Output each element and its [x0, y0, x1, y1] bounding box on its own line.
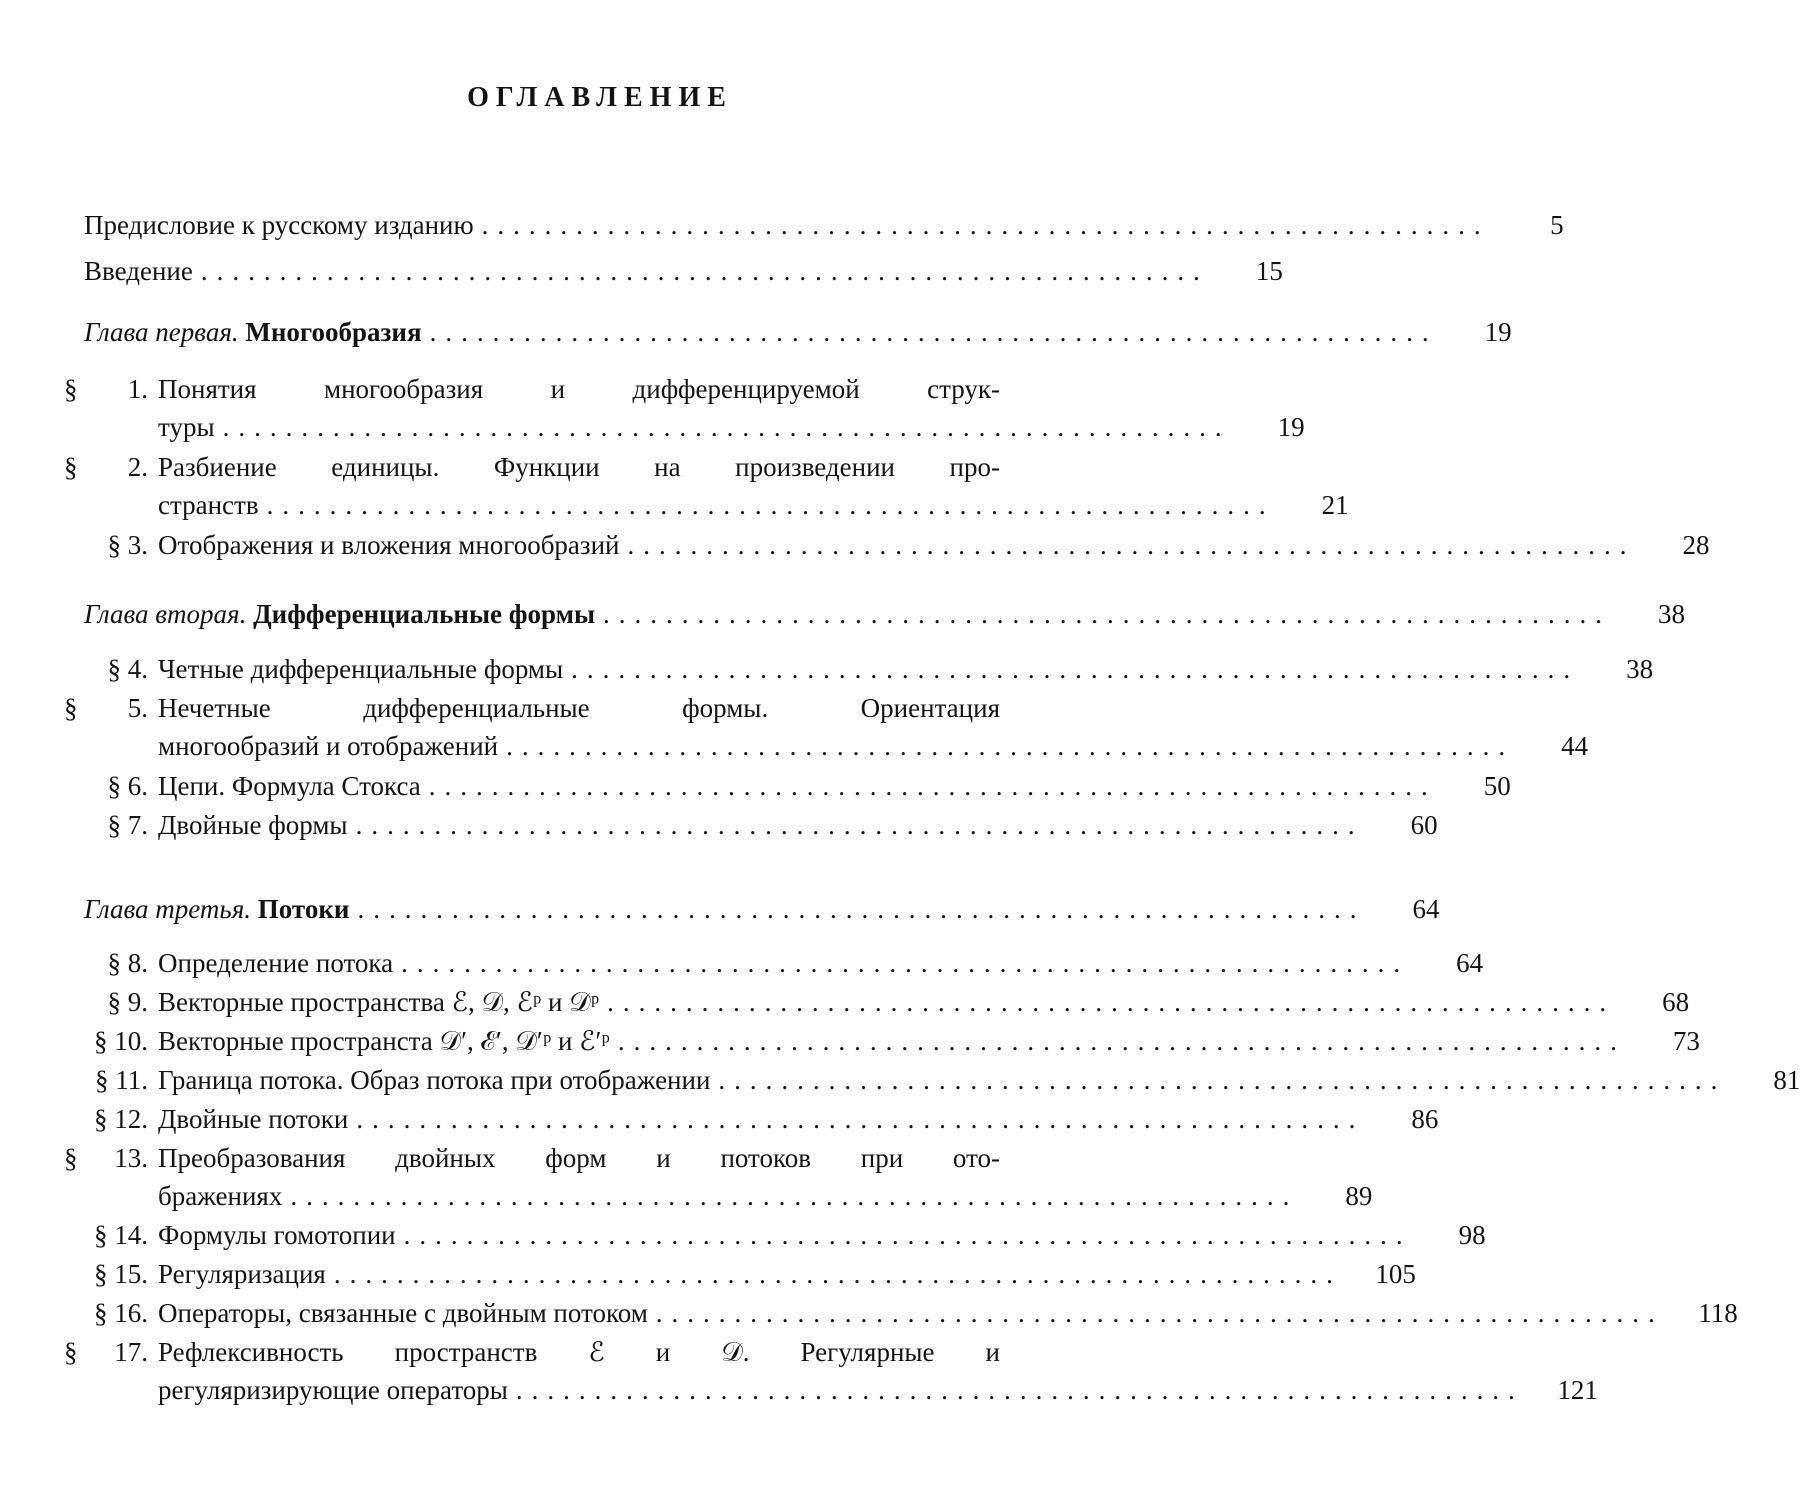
page-number: 121: [1557, 1375, 1598, 1405]
chapter-label: Глава вторая.: [84, 599, 247, 629]
chapter-name: Потоки: [257, 894, 350, 924]
section-title-line1: Рефлексивность пространств ℰ и 𝒟. Регулярные и: [158, 1337, 1000, 1367]
section-title: Двойные формы: [158, 810, 348, 840]
toc-section-1[interactable]: § 1. Понятия многообразия и дифференцируемой струк- туры ................................................................ 19: [64, 370, 1104, 446]
section-title: Определение потока: [158, 948, 394, 978]
section-title: Цепи. Формула Стокса: [158, 771, 421, 801]
page-number: 68: [1662, 987, 1690, 1017]
chapter-label: Глава третья.: [84, 894, 252, 924]
page-number: 38: [1658, 599, 1686, 629]
page-number: 5: [1550, 210, 1564, 240]
section-number: § 2.: [64, 452, 148, 482]
section-title: Граница потока. Образ потока при отображении: [158, 1065, 711, 1095]
section-number: § 14.: [94, 1220, 148, 1250]
page-number: 64: [1412, 894, 1440, 924]
toc-chapter-3[interactable]: Глава третья. Потоки ................................................................ 64: [84, 890, 1104, 928]
section-title-line1: Преобразования двойных форм и потоков при ото-: [158, 1143, 1000, 1173]
page-number: 21: [1321, 490, 1349, 520]
section-number: § 5.: [64, 693, 148, 723]
section-number: § 1.: [64, 374, 148, 404]
page-number: 19: [1277, 412, 1305, 442]
section-title: Четные дифференциальные формы: [158, 654, 564, 684]
toc-section-5[interactable]: § 5. Нечетные дифференциальные формы. Ориентация многообразий и отображений ................................................................ 44: [64, 689, 1104, 765]
toc-section-14[interactable]: § 14. Формулы гомотопии ................................................................ 98: [64, 1216, 1104, 1254]
section-title: Векторные пространста 𝒟′, ℰ′, 𝒟′ᵖ и ℰ′ᵖ: [158, 1026, 610, 1056]
toc-section-16[interactable]: § 16. Операторы, связанные с двойным потоком ................................................................ 118: [64, 1294, 1104, 1332]
section-title-line1: Понятия многообразия и дифференцируемой струк-: [158, 374, 1000, 404]
page-number: 28: [1682, 530, 1710, 560]
section-title-line2: туры: [158, 412, 215, 442]
section-number: § 16.: [94, 1298, 148, 1328]
toc-section-2[interactable]: § 2. Разбиение единицы. Функции на произведении про- странств ................................................................ 21: [64, 448, 1104, 524]
page-number: 89: [1345, 1181, 1373, 1211]
section-title: Регуляризация: [158, 1259, 326, 1289]
toc-entry-introduction[interactable]: Введение ................................................................ 15: [84, 252, 1104, 290]
section-title-line1: Разбиение единицы. Функции на произведении про-: [158, 452, 1000, 482]
section-title-line2: бражениях: [158, 1181, 283, 1211]
chapter-name: Многообразия: [245, 317, 422, 347]
section-number: § 10.: [94, 1026, 148, 1056]
page-number: 81: [1773, 1065, 1800, 1095]
section-number: § 11.: [95, 1065, 148, 1095]
section-title: Двойные потоки: [158, 1104, 349, 1134]
toc-section-9[interactable]: § 9. Векторные пространства ℰ, 𝒟, ℰᵖ и 𝒟ᵖ ................................................................ 68: [64, 983, 1104, 1021]
section-title-line2: странств: [158, 490, 259, 520]
toc-section-8[interactable]: § 8. Определение потока ................................................................ 64: [64, 944, 1104, 982]
section-number: § 7.: [107, 810, 148, 840]
chapter-label: Глава первая.: [84, 317, 239, 347]
toc-section-6[interactable]: § 6. Цепи. Формула Стокса ................................................................ 50: [64, 767, 1104, 805]
toc-section-17[interactable]: § 17. Рефлексивность пространств ℰ и 𝒟. Регулярные и регуляризирующие операторы ................................................................ 121: [64, 1333, 1104, 1409]
section-number: § 12.: [94, 1104, 148, 1134]
section-number: § 17.: [64, 1337, 148, 1367]
page-number: 44: [1561, 731, 1589, 761]
section-number: § 9.: [107, 987, 148, 1017]
page-number: 64: [1456, 948, 1484, 978]
toc-section-12[interactable]: § 12. Двойные потоки ................................................................ 86: [64, 1100, 1104, 1138]
toc-section-4[interactable]: § 4. Четные дифференциальные формы ................................................................ 38: [64, 650, 1104, 688]
entry-title: Предисловие к русскому изданию: [84, 210, 474, 240]
page-number: 73: [1672, 1026, 1700, 1056]
section-title: Операторы, связанные с двойным потоком: [158, 1298, 648, 1328]
page-number: 86: [1411, 1104, 1439, 1134]
section-number: § 13.: [64, 1143, 148, 1173]
section-number: § 6.: [107, 771, 148, 801]
section-title-line1: Нечетные дифференциальные формы. Ориентация: [158, 693, 1000, 723]
page-number: 15: [1255, 256, 1283, 286]
section-number: § 15.: [94, 1259, 148, 1289]
entry-title: Введение: [84, 256, 193, 286]
section-title: Векторные пространства ℰ, 𝒟, ℰᵖ и 𝒟ᵖ: [158, 987, 600, 1017]
toc-chapter-2[interactable]: Глава вторая. Дифференциальные формы ................................................................ 38: [84, 595, 1104, 633]
section-title-line2: регуляризирующие операторы: [158, 1375, 508, 1405]
page-title: ОГЛАВЛЕНИЕ: [467, 82, 733, 113]
section-title-line2: многообразий и отображений: [158, 731, 499, 761]
toc-section-15[interactable]: § 15. Регуляризация ................................................................ 105: [64, 1255, 1104, 1293]
section-title: Отображения и вложения многообразий: [158, 530, 620, 560]
toc-section-13[interactable]: § 13. Преобразования двойных форм и потоков при ото- бражениях ................................................................ 89: [64, 1139, 1104, 1215]
section-title: Формулы гомотопии: [158, 1220, 396, 1250]
section-number: § 8.: [107, 948, 148, 978]
page-number: 105: [1375, 1259, 1416, 1289]
section-number: § 3.: [107, 530, 148, 560]
toc-section-7[interactable]: § 7. Двойные формы ................................................................ 60: [64, 806, 1104, 844]
toc-section-10[interactable]: § 10. Векторные пространста 𝒟′, ℰ′, 𝒟′ᵖ и ℰ′ᵖ ................................................................ 73: [64, 1022, 1104, 1060]
page-number: 38: [1626, 654, 1654, 684]
page-number: 98: [1458, 1220, 1486, 1250]
page-number: 19: [1484, 317, 1512, 347]
section-number: § 4.: [107, 654, 148, 684]
toc-section-3[interactable]: § 3. Отображения и вложения многообразий ................................................................ 28: [64, 526, 1104, 564]
page-number: 50: [1483, 771, 1511, 801]
chapter-name: Дифференциальные формы: [253, 599, 596, 629]
toc-entry-preface[interactable]: Предисловие к русскому изданию ................................................................ 5: [84, 206, 1104, 244]
page-number: 118: [1698, 1298, 1738, 1328]
toc-section-11[interactable]: § 11. Граница потока. Образ потока при отображении ................................................................ 81: [64, 1061, 1104, 1099]
page-number: 60: [1410, 810, 1438, 840]
toc-chapter-1[interactable]: Глава первая. Многообразия ................................................................ 19: [84, 313, 1104, 351]
